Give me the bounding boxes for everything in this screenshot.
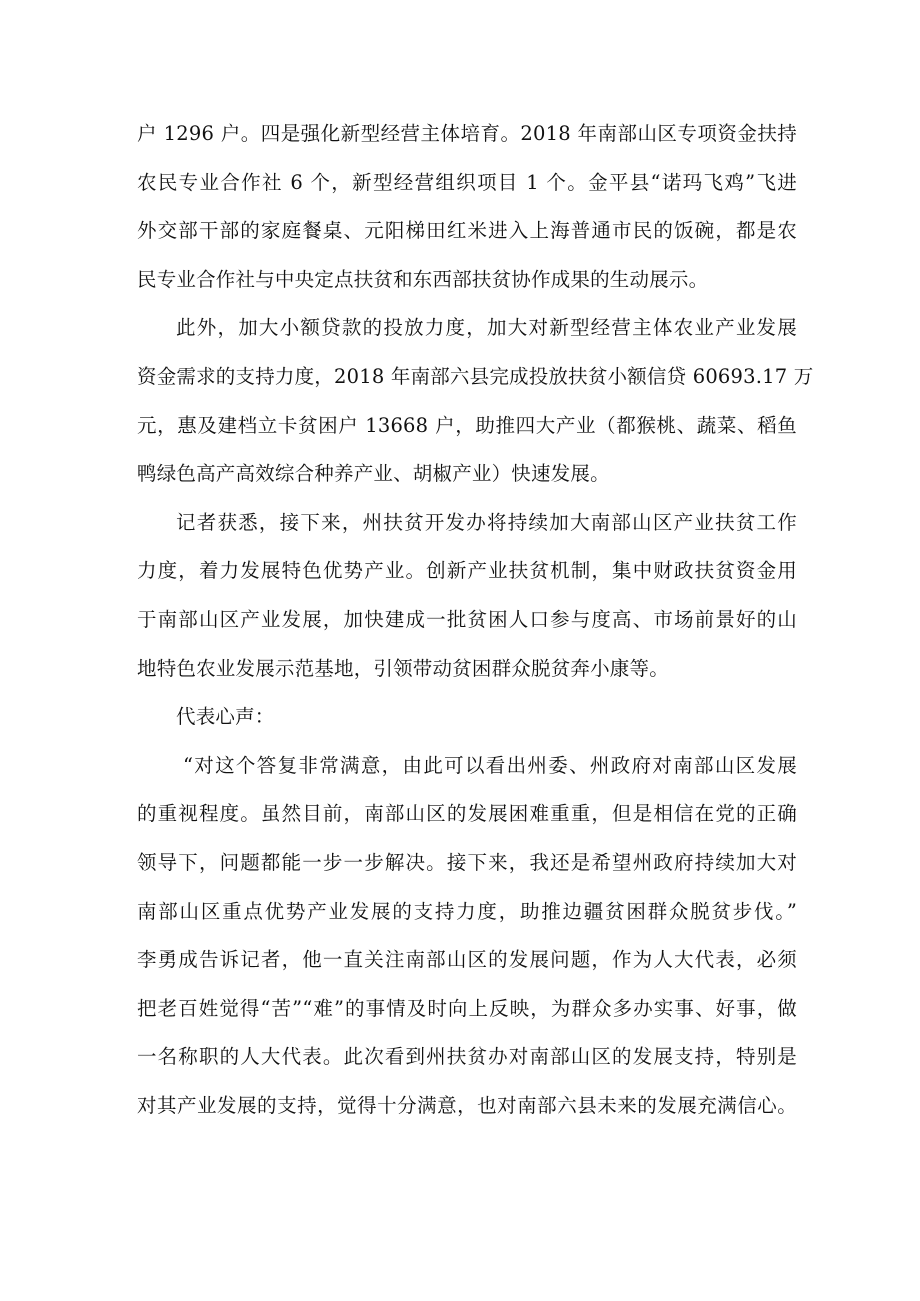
text-line: 领导下，问题都能一步一步解决。接下来，我还是希望州政府持续加大对: [137, 850, 797, 874]
text-line: 鸭绿色高产高效综合种养产业、胡椒产业）快速发展。: [137, 462, 610, 486]
text-line: 农民专业合作社 6 个，新型经营组织项目 1 个。金平县“诺玛飞鸡”飞进: [137, 170, 797, 194]
text-line: 于南部山区产业发展，加快建成一批贫困人口参与度高、市场前景好的山: [137, 607, 797, 631]
text-line: 外交部干部的家庭餐桌、元阳梯田红米进入上海普通市民的饭碗，都是农: [137, 219, 797, 243]
text-line: “对这个答复非常满意，由此可以看出州委、州政府对南部山区发展: [183, 753, 797, 777]
text-line: 对其产业发展的支持，觉得十分满意，也对南部六县未来的发展充满信心。: [137, 1093, 797, 1117]
paragraph-1: [137, 110, 797, 304]
text-line: 把老百姓觉得“苦”“难”的事情及时向上反映，为群众多办实事、好事，做: [137, 996, 797, 1020]
text-line: 此外，加大小额贷款的投放力度，加大对新型经营主体农业产业发展: [176, 316, 797, 340]
text-line: 一名称职的人大代表。此次看到州扶贫办对南部山区的发展支持，特别是: [137, 1045, 797, 1069]
section-heading-text: 代表心声：: [176, 705, 275, 729]
text-line: 资金需求的支持力度，2018 年南部六县完成投放扶贫小额信贷 60693.17 万: [137, 364, 814, 388]
paragraph-quote: [137, 742, 797, 1131]
text-line: 记者获悉，接下来，州扶贫开发办将持续加大南部山区产业扶贫工作: [176, 510, 797, 534]
text-line: 南部山区重点优势产业发展的支持力度，助推边疆贫困群众脱贫步伐。”: [137, 899, 797, 923]
text-line: 力度，着力发展特色优势产业。创新产业扶贫机制，集中财政扶贫资金用: [137, 559, 797, 583]
text-line: 民专业合作社与中央定点扶贫和东西部扶贫协作成果的生动展示。: [137, 267, 709, 291]
paragraph-2: [137, 304, 814, 498]
text-line: 元，惠及建档立卡贫困户 13668 户，助推四大产业（都猴桃、蔬菜、稻鱼: [137, 413, 797, 437]
text-line: 地特色农业发展示范基地，引领带动贫困群众脱贫奔小康等。: [137, 656, 669, 680]
section-heading: [137, 693, 797, 742]
document-page: [137, 110, 814, 1130]
text-line: 的重视程度。虽然目前，南部山区的发展困难重重，但是相信在党的正确: [137, 802, 797, 826]
text-line: 户 1296 户。四是强化新型经营主体培育。2018 年南部山区专项资金扶持: [137, 122, 797, 145]
text-line: 李勇成告诉记者，他一直关注南部山区的发展问题，作为人大代表，必须: [137, 948, 797, 972]
paragraph-3: [137, 499, 797, 693]
